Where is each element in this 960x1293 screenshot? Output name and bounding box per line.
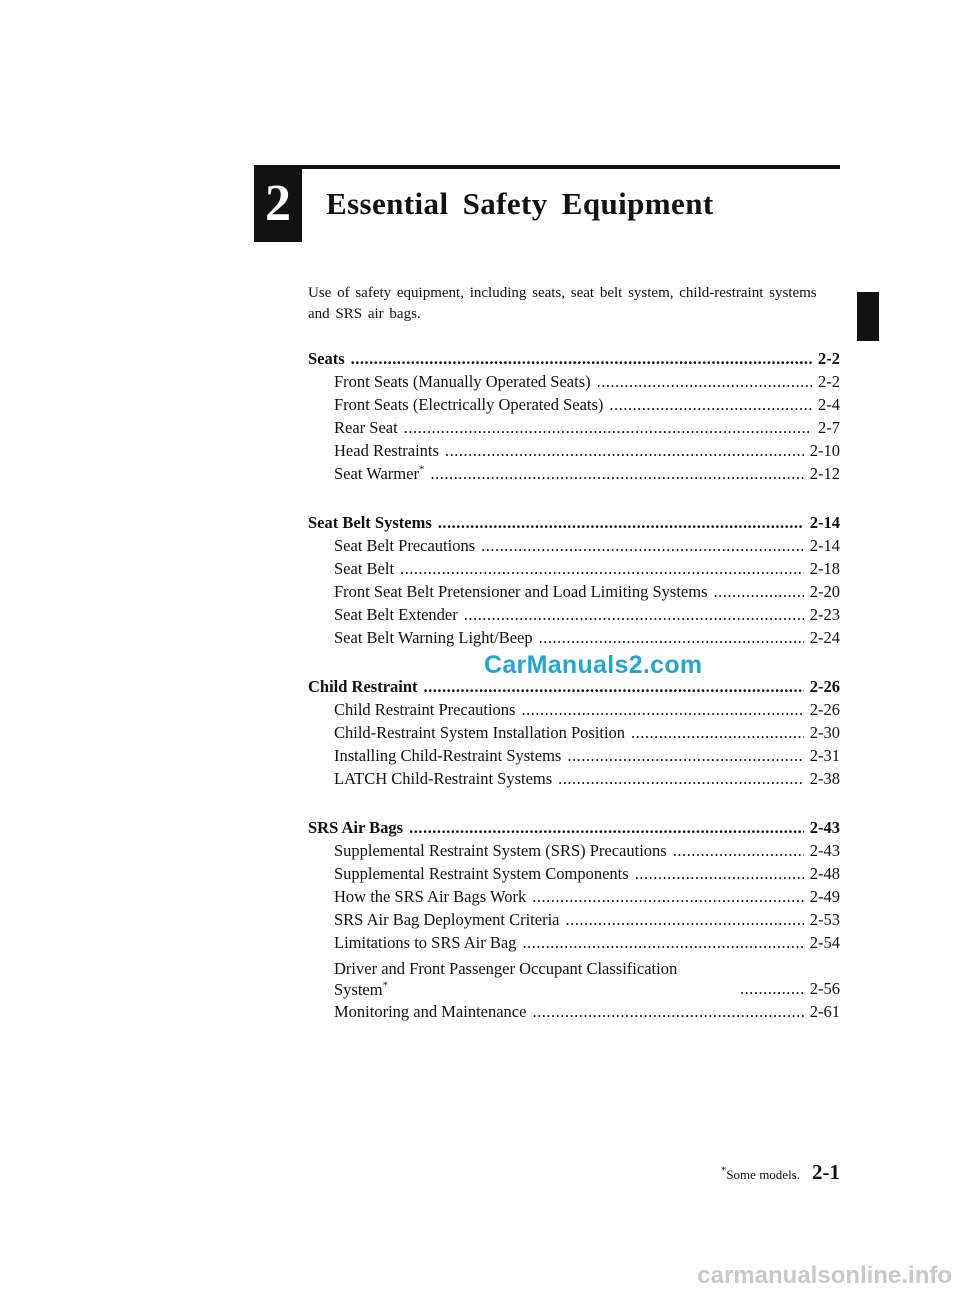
toc-entry-title: Front Seats (Manually Operated Seats) (334, 372, 591, 391)
toc-section-heading[interactable] (308, 346, 840, 370)
toc-leader-dots (567, 744, 803, 767)
toc-group (308, 510, 840, 649)
footnote-star: * (720, 1164, 727, 1177)
toc-page-ref: 2-26 (809, 700, 840, 719)
some-models-star: * (418, 463, 425, 476)
toc-page-ref: 2-43 (809, 841, 840, 860)
toc-entry[interactable] (308, 744, 840, 767)
toc-page-ref: 2-10 (809, 441, 840, 460)
toc-page-ref: 2-20 (809, 582, 840, 601)
toc-entry[interactable] (308, 1000, 840, 1023)
toc-leader-dots (532, 1000, 803, 1023)
toc-page-ref: 2-26 (809, 677, 840, 696)
toc-page-ref: 2-14 (809, 536, 840, 555)
section-thumb-tab (857, 292, 879, 341)
page-number: 2-1 (812, 1160, 840, 1184)
toc-entry[interactable] (308, 931, 840, 954)
toc-page-ref: 2-30 (809, 723, 840, 742)
toc-page-ref: 2-53 (809, 910, 840, 929)
toc-leader-dots (673, 839, 804, 862)
toc-page-ref: 2-14 (809, 513, 840, 532)
toc-entry[interactable] (308, 885, 840, 908)
toc-leader-dots (400, 557, 804, 580)
toc-entry[interactable] (308, 721, 840, 744)
toc-group (308, 346, 840, 485)
toc-page-ref: 2-31 (809, 746, 840, 765)
table-of-contents (308, 346, 840, 1048)
toc-leader-dots (430, 462, 803, 485)
toc-leader-dots (635, 862, 804, 885)
toc-page-ref: 2-38 (809, 769, 840, 788)
toc-leader-dots (481, 534, 804, 557)
toc-page-ref: 2-54 (809, 933, 840, 952)
toc-group (308, 674, 840, 790)
toc-section-heading[interactable] (308, 510, 840, 534)
toc-leader-dots (609, 393, 812, 416)
toc-leader-dots (565, 908, 803, 931)
toc-page-ref: 2-49 (809, 887, 840, 906)
toc-leader-dots (404, 416, 812, 439)
toc-section-title: Seat Belt Systems (308, 513, 432, 532)
footnote-text: Some models. (726, 1167, 800, 1182)
toc-entry-title: LATCH Child-Restraint Systems (334, 769, 553, 788)
toc-leader-dots (464, 603, 804, 626)
toc-leader-dots (631, 721, 804, 744)
toc-entry-title: Seat Belt Extender (334, 605, 458, 624)
toc-entry-title: Limitations to SRS Air Bag (334, 933, 517, 952)
toc-page-ref: 2-23 (809, 605, 840, 624)
toc-entry-title: Seat Belt (334, 559, 395, 578)
toc-page-ref: 2-2 (818, 349, 840, 368)
toc-entry[interactable] (308, 767, 840, 790)
chapter-title: Essential Safety Equipment (326, 186, 714, 221)
toc-leader-dots (445, 439, 804, 462)
toc-entry[interactable] (308, 908, 840, 931)
toc-leader-dots (597, 370, 812, 393)
toc-entry-title: Monitoring and Maintenance (334, 1002, 527, 1021)
toc-page-ref: 2-2 (818, 372, 840, 391)
toc-entry[interactable] (308, 439, 840, 462)
page-footer (721, 1160, 840, 1185)
toc-leader-dots (532, 885, 803, 908)
header-rule (254, 165, 840, 169)
toc-page-ref: 2-12 (809, 464, 840, 483)
footnote-some-models (720, 1164, 800, 1183)
toc-page-ref: 2-7 (818, 418, 840, 437)
toc-entry[interactable] (308, 370, 840, 393)
toc-page-ref: 2-56 (809, 979, 840, 998)
toc-entry-title: Seat Belt Precautions (334, 536, 476, 555)
toc-entry[interactable] (308, 698, 840, 721)
toc-leader-dots (351, 347, 812, 370)
toc-entry-title: Driver and Front Passenger Occupant Classification System (334, 959, 678, 999)
toc-leader-dots (438, 511, 804, 534)
toc-page-ref: 2-48 (809, 864, 840, 883)
toc-page-ref: 2-24 (809, 628, 840, 647)
watermark-carmanualsonline[interactable]: carmanualsonline.info (697, 1262, 952, 1289)
toc-page-ref: 2-4 (818, 395, 840, 414)
watermark-carmanuals2[interactable]: CarManuals2.com (484, 651, 703, 679)
toc-entry-title: Child-Restraint System Installation Position (334, 723, 626, 742)
toc-entry-title: Seat Warmer (334, 464, 419, 483)
some-models-star: * (382, 979, 389, 992)
toc-entry[interactable] (308, 839, 840, 862)
toc-section-heading[interactable] (308, 815, 840, 839)
chapter-intro: Use of safety equipment, including seats, seat belt system, child-restraint systems and SRS air bags. (308, 285, 817, 322)
toc-group (308, 815, 840, 1023)
toc-section-title: Child Restraint (308, 677, 418, 696)
toc-entry-title: Front Seats (Electrically Operated Seats) (334, 395, 604, 414)
toc-entry-title: SRS Air Bag Deployment Criteria (334, 910, 560, 929)
chapter-number-box (254, 165, 302, 242)
toc-entry-title: How the SRS Air Bags Work (334, 887, 527, 906)
chapter-number: 2 (265, 175, 291, 232)
toc-entry[interactable] (308, 557, 840, 580)
toc-leader-dots (558, 767, 804, 790)
toc-entry-title: Supplemental Restraint System (SRS) Precautions (334, 841, 667, 860)
toc-entry-title: Front Seat Belt Pretensioner and Load Limiting Systems (334, 582, 708, 601)
toc-entry-title: Head Restraints (334, 441, 439, 460)
toc-leader-dots (714, 580, 804, 603)
toc-leader-dots (522, 931, 803, 954)
toc-entry[interactable] (308, 626, 840, 649)
toc-entry[interactable] (308, 862, 840, 885)
toc-page-ref: 2-61 (809, 1002, 840, 1021)
toc-entry-title: Installing Child-Restraint Systems (334, 746, 562, 765)
toc-entry[interactable] (308, 534, 840, 557)
toc-entry[interactable] (308, 416, 840, 439)
toc-page-ref: 2-43 (809, 818, 840, 837)
toc-entry[interactable] (308, 603, 840, 626)
toc-section-title: Seats (308, 349, 345, 368)
toc-entry-title: Supplemental Restraint System Components (334, 864, 629, 883)
toc-leader-dots (409, 816, 804, 839)
toc-entry[interactable] (308, 462, 840, 485)
toc-entry[interactable] (308, 393, 840, 416)
toc-section-title: SRS Air Bags (308, 818, 404, 837)
toc-entry-title: Rear Seat (334, 418, 398, 437)
toc-page-ref: 2-18 (809, 559, 840, 578)
toc-entry[interactable] (308, 954, 840, 1000)
toc-entry[interactable] (308, 580, 840, 603)
toc-entry-title: Seat Belt Warning Light/Beep (334, 628, 533, 647)
toc-leader-dots (740, 977, 804, 1000)
toc-leader-dots (539, 626, 804, 649)
toc-leader-dots (521, 698, 803, 721)
toc-entry-title: Child Restraint Precautions (334, 700, 516, 719)
